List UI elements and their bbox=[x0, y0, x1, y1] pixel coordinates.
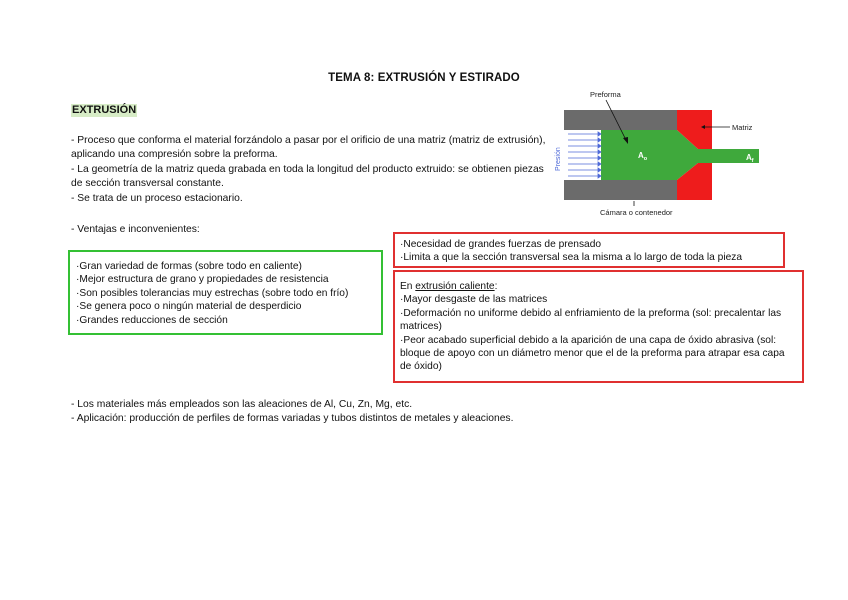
advantage-item: ·Se genera poco o ningún material de desperdicio bbox=[76, 301, 302, 313]
label-preforma: Preforma bbox=[590, 90, 621, 99]
container-top bbox=[564, 110, 677, 130]
advantages-box bbox=[68, 250, 383, 335]
hot-extrusion-item: ·Peor acabado superficial debido a la aparición de una capa de óxido abrasiva (sol: bloque de apoyo con un diámetro menor que el de la preforma para atrapar esa capa de óxido) bbox=[400, 334, 785, 373]
hot-extrusion-item: ·Deformación no uniforme debido al enfriamiento de la preforma (sol: precalentar las matrices) bbox=[400, 307, 782, 333]
advantage-item: ·Son posibles tolerancias muy estrechas (sobre todo en frío) bbox=[76, 287, 349, 299]
label-af-sub: f bbox=[751, 158, 754, 164]
intro-line: - Se trata de un proceso estacionario. bbox=[71, 192, 243, 204]
bottom-text bbox=[71, 398, 513, 427]
bottom-line: - Los materiales más empleados son las aleaciones de Al, Cu, Zn, Mg, etc. bbox=[71, 399, 413, 410]
disadvantage-item: ·Necesidad de grandes fuerzas de prensado bbox=[400, 239, 602, 250]
disadvantage-item: ·Limita a que la sección transversal sea la misma a lo largo de toda la pieza bbox=[400, 252, 743, 264]
disadvantages-box bbox=[393, 232, 785, 268]
hot-extrusion-term: extrusión caliente bbox=[415, 281, 495, 292]
hot-extrusion-heading bbox=[400, 280, 797, 293]
bottom-line: - Aplicación: producción de perfiles de formas variadas y tubos distintos de metales y aleaciones. bbox=[71, 413, 514, 425]
label-presion: Presión bbox=[555, 147, 562, 171]
hot-extrusion-prefix: En bbox=[400, 281, 416, 292]
intro-line: - Proceso que conforma el material forzándolo a pasar por el orificio de una matriz (matriz de extrusión), aplicando una compresión sobre la preforma. bbox=[71, 135, 546, 161]
advantage-item: ·Gran variedad de formas (sobre todo en caliente) bbox=[76, 261, 302, 272]
section-heading: EXTRUSIÓN bbox=[72, 104, 137, 116]
advantage-item: ·Grandes reducciones de sección bbox=[76, 314, 228, 326]
page-title: TEMA 8: EXTRUSIÓN Y ESTIRADO bbox=[328, 72, 520, 84]
intro-text bbox=[71, 134, 551, 206]
extrusion-diagram bbox=[556, 88, 772, 220]
label-a0-main: A bbox=[638, 151, 644, 160]
hot-extrusion-item: ·Mayor desgaste de las matrices bbox=[400, 294, 548, 306]
advantage-item: ·Mejor estructura de grano y propiedades de resistencia bbox=[76, 274, 329, 286]
label-a0-sub: o bbox=[643, 156, 648, 162]
intro-line: - La geometría de la matriz queda grabada en toda la longitud del producto extruido: se obtienen piezas de sección transversal constante. bbox=[71, 163, 544, 190]
label-matriz: Matriz bbox=[732, 123, 753, 132]
ventajas-label: - Ventajas e inconvenientes: bbox=[71, 224, 200, 235]
hot-extrusion-box bbox=[393, 270, 804, 383]
container-bottom bbox=[564, 180, 677, 200]
label-camara: Cámara o contenedor bbox=[600, 208, 673, 217]
label-af-main: A bbox=[746, 153, 752, 162]
hot-extrusion-suffix: : bbox=[494, 281, 498, 292]
